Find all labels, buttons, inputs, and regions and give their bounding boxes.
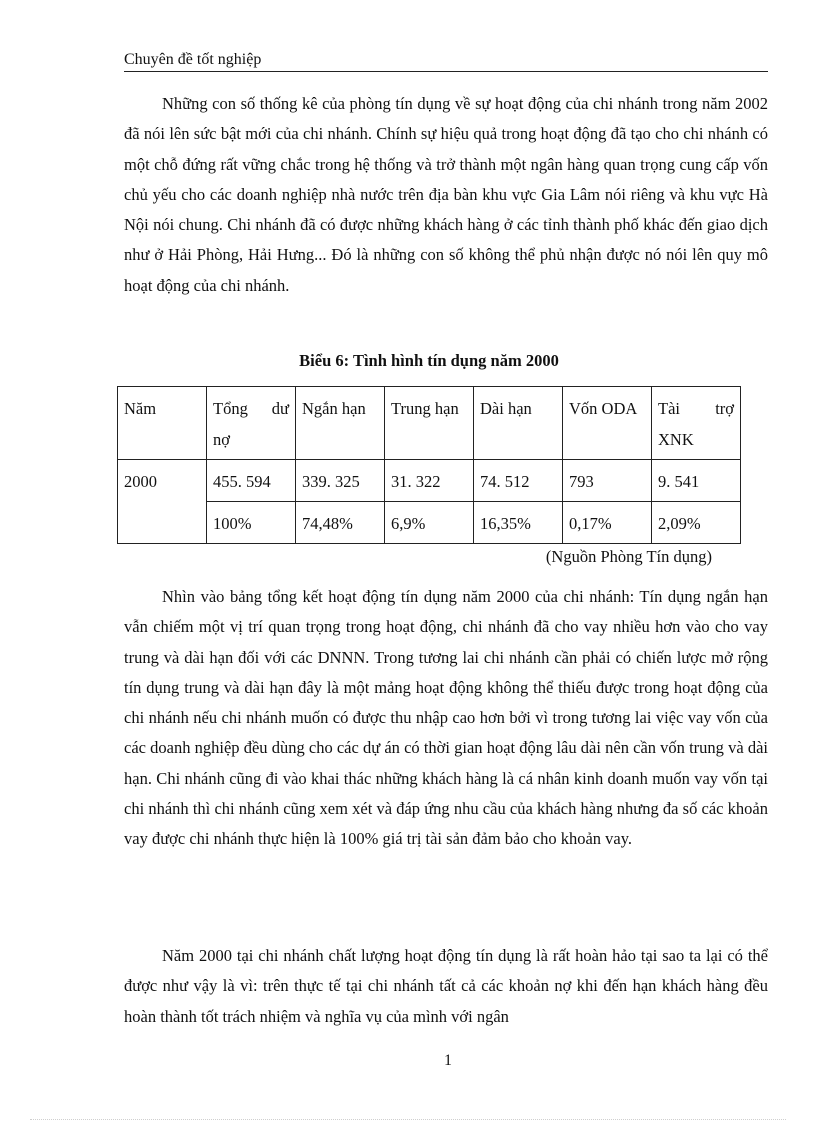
header-cell-year: Năm (118, 387, 207, 460)
value-cell-long-term: 74. 512 (474, 460, 563, 502)
header-cell-oda-capital: Vốn ODA (563, 387, 652, 460)
paragraph-quality: Năm 2000 tại chi nhánh chất lượng hoạt động tín dụng là rất hoàn hảo tại sao ta lại có thể được như vậy là vì: trên thực tế tại chi nhánh tất cả các khoản nợ khi đến hạn khách hàng đều hoàn thành tốt trách nhiệm và nghĩa vụ của mình với ngân (124, 946, 768, 1026)
value-cell-import-export-finance: 9. 541 (652, 460, 741, 502)
document-header: Chuyên đề tốt nghiệp (124, 51, 768, 72)
page-number: 1 (444, 1052, 452, 1069)
page-bottom-divider (30, 1119, 786, 1120)
percent-cell-oda-capital: 0,17% (563, 502, 652, 544)
header-cell-medium-term: Trung hạn (385, 387, 474, 460)
value-cell-oda-capital: 793 (563, 460, 652, 502)
percent-cell-medium-term: 6,9% (385, 502, 474, 544)
value-cell-medium-term: 31. 322 (385, 460, 474, 502)
table-title: Biểu 6: Tình hình tín dụng năm 2000 (299, 351, 559, 370)
header-cell-long-term: Dài hạn (474, 387, 563, 460)
percent-cell-short-term: 74,48% (296, 502, 385, 544)
table-row-percents (118, 502, 741, 544)
paragraph-analysis: Nhìn vào bảng tổng kết hoạt động tín dụng năm 2000 của chi nhánh: Tín dụng ngắn hạn vẫn chiếm một vị trí quan trọng trong hoạt động, chi nhánh đã cho vay nhiều hơn vào cho vay trung và dài hạn đối với các DNNN. Trong tương lai chi nhánh cần phải có chiến lược mở rộng tín dụng trung và dài hạn đây là một mảng hoạt động không thể thiếu được trong hoạt động của chi nhánh nếu chi nhánh muốn có được thu nhập cao hơn bởi vì trong tương lai việc vay vốn của các doanh nghiệp đều dùng cho các dự án có thời gian hoạt động lâu dài nên cần vốn trung và dài hạn. Chi nhánh cũng đi vào khai thác những khách hàng là cá nhân kinh doanh muốn vay vốn tại chi nhánh thì chi nhánh cũng xem xét và đáp ứng nhu cầu của khách hàng nhưng đa số các khoản vay được chi nhánh thực hiện là 100% giá trị tài sản đảm bảo cho khoản vay. (124, 587, 768, 849)
credit-table (117, 386, 741, 544)
percent-cell-import-export-finance: 2,09% (652, 502, 741, 544)
table-header-row (118, 387, 741, 460)
table-row-values (118, 460, 741, 502)
value-cell-total-debt: 455. 594 (207, 460, 296, 502)
table-source-note: (Nguồn Phòng Tín dụng) (545, 547, 712, 566)
paragraph-intro: Những con số thống kê của phòng tín dụng về sự hoạt động của chi nhánh trong năm 2002 đã nói lên sức bật mới của chi nhánh. Chính sự hiệu quả trong hoạt động đã tạo cho chi nhánh có một chỗ đứng rất vững chắc trong hệ thống và trở thành một ngân hàng quan trọng cung cấp vốn chủ yếu cho các doanh nghiệp nhà nước trên địa bàn khu vực Gia Lâm nói riêng và khu vực Hà Nội nói chung. Chi nhánh đã có được những khách hàng ở các tỉnh thành phố khác đến giao dịch như ở Hải Phòng, Hải Hưng... Đó là những con số không thể phủ nhận được nó nói lên quy mô hoạt động của chi nhánh. (124, 94, 768, 295)
value-cell-short-term: 339. 325 (296, 460, 385, 502)
header-cell-total-debt: Tổng dư nợ (207, 387, 296, 460)
year-cell: 2000 (118, 460, 207, 544)
percent-cell-total-debt: 100% (207, 502, 296, 544)
header-cell-short-term: Ngắn hạn (296, 387, 385, 460)
header-cell-import-export-finance: Tài trợ XNK (652, 387, 741, 460)
percent-cell-long-term: 16,35% (474, 502, 563, 544)
